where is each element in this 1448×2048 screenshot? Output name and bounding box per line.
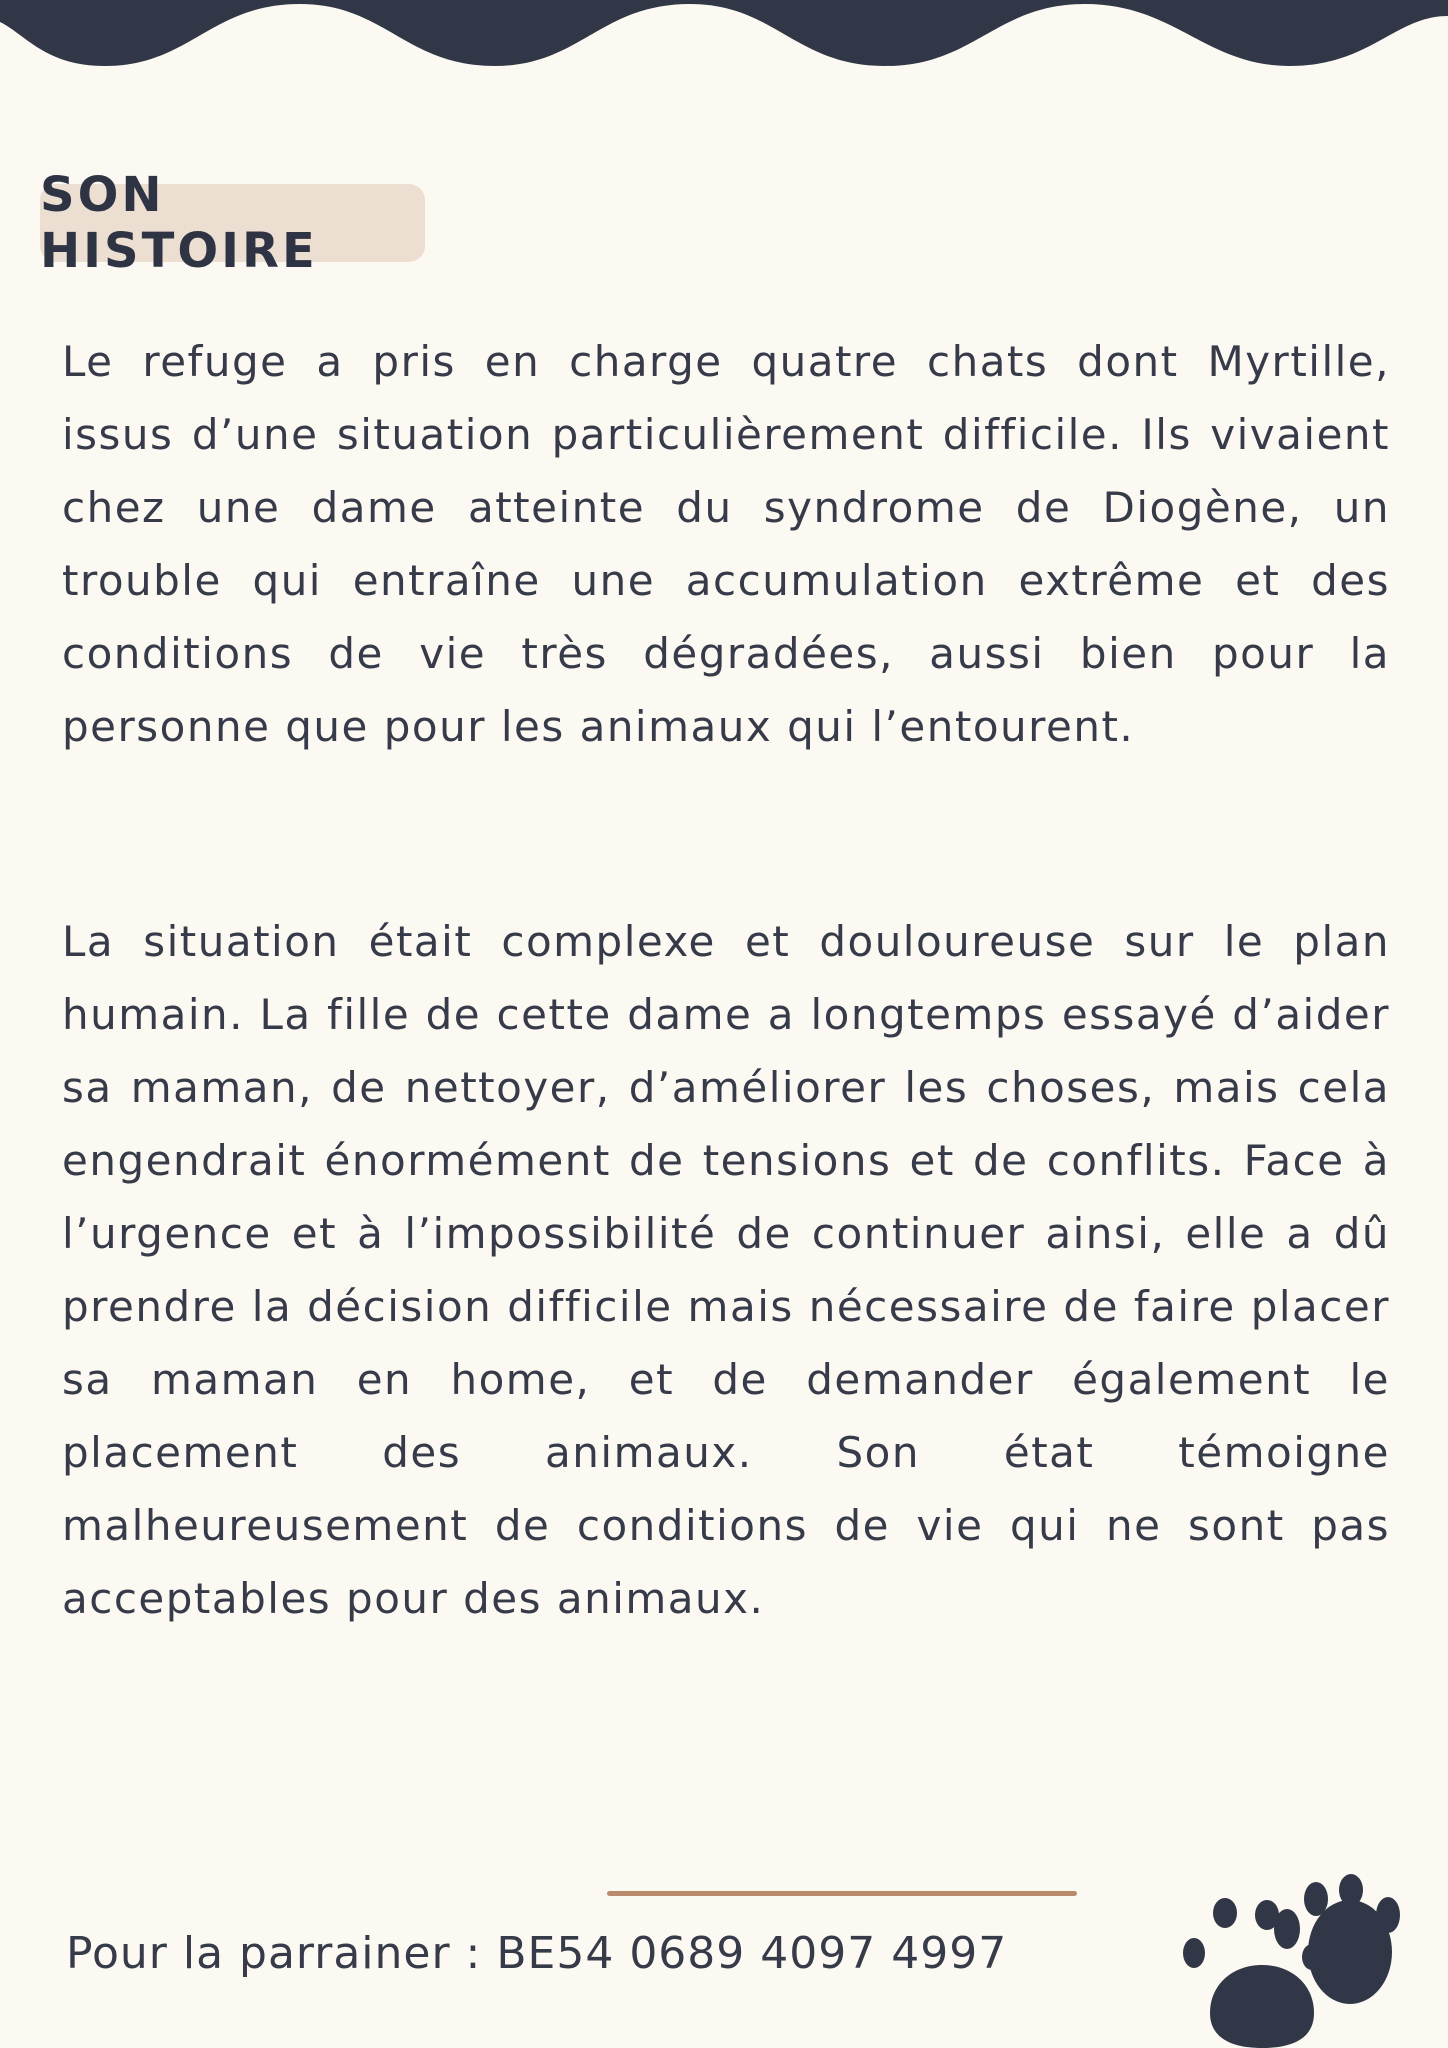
footer-divider [607,1891,1077,1896]
section-heading: SON HISTOIRE [40,167,318,279]
story-paragraph-2: La situation était complexe et douloureuse sur le plan humain. La fille de cette dame a longtemps essayé d’aider sa maman, de nettoyer, d’améliorer les choses, mais cela engendrait énormément de tensions et de conflits. Face à l’urgence et à l’impossibilité de continuer ainsi, elle a dû prendre la décision difficile mais nécessaire de faire placer sa maman en home, et de demander également le placement des animaux. Son état témoigne malheureusement de conditions de vie qui ne sont pas acceptables pour des animaux. [62,917,1390,1623]
top-wave-decoration [0,0,1448,80]
paw-prints-icon [1180,1805,1448,2048]
sponsor-info: Pour la parrainer : BE54 0689 4097 4997 [66,1928,1008,1979]
story-paragraph-1: Le refuge a pris en charge quatre chats dont Myrtille, issus d’une situation particulièrement difficile. Ils vivaient chez une dame atteinte du syndrome de Diogène, un trouble qui entraîne une accumulation extrême et des conditions de vie très dégradées, aussi bien pour la personne que pour les animaux qui l’entourent. [62,337,1390,751]
section-heading-badge [40,167,425,279]
